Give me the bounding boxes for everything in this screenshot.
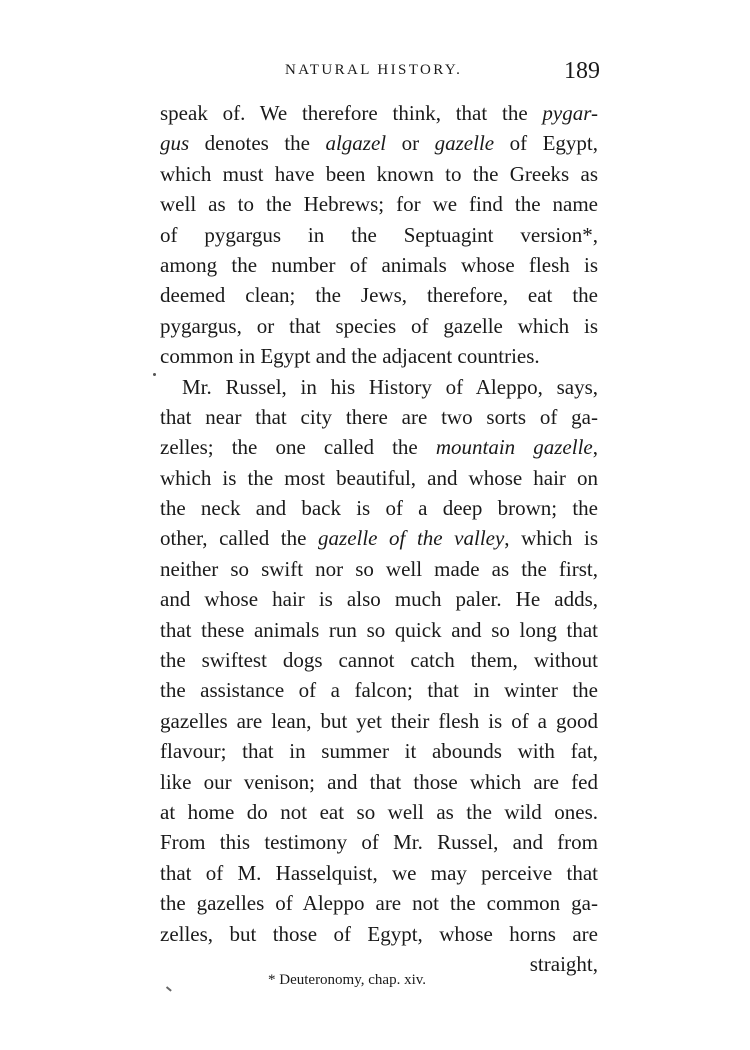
text-run: of pygargus in the Septuagint version*, [160, 222, 598, 247]
text-line [160, 189, 598, 219]
text-line [160, 372, 598, 402]
text-run: that of M. Hasselquist, we may perceive that [160, 860, 598, 885]
text-run: well as to the Hebrews; for we find the name [160, 192, 598, 217]
text-run: speak of. We therefore think, that the [160, 101, 543, 125]
text-run: the neck and back is of a deep brown; the [160, 496, 598, 521]
text-run: the gazelles of Aleppo are not the common ga- [160, 891, 598, 916]
text-run: at home do not eat so well as the wild ones. [160, 799, 598, 824]
text-run: denotes the [189, 131, 326, 156]
text-line [160, 402, 598, 432]
running-title: NATURAL HISTORY. [285, 62, 463, 78]
italic-text: gazelle [434, 131, 495, 156]
text-run: Mr. Russel, in his History of Aleppo, says, [182, 374, 598, 399]
stray-tick-mark [166, 986, 172, 991]
text-run: pygargus, or that species of gazelle which is [160, 313, 598, 338]
text-run: that near that city there are two sorts of ga- [160, 404, 598, 429]
text-run: which is the most beautiful, and whose hair on [160, 465, 598, 490]
text-run: straight, [529, 951, 598, 976]
text-run: other, called the [160, 526, 319, 551]
text-line [160, 493, 598, 523]
text-line [160, 736, 598, 766]
text-run: deemed clean; the Jews, therefore, eat the [160, 283, 598, 308]
body-text [160, 98, 598, 979]
text-run: among the number of animals whose flesh is [160, 252, 598, 277]
text-line [160, 767, 598, 797]
text-line [160, 919, 598, 949]
text-line [160, 463, 598, 493]
text-line [160, 706, 598, 736]
text-run: , which is [504, 526, 598, 551]
text-line [160, 827, 598, 857]
text-line [160, 280, 598, 310]
text-run: neither so swift nor so well made as the first, [160, 556, 598, 581]
text-line [160, 645, 598, 675]
italic-text: mountain gazelle [435, 435, 593, 460]
text-run: flavour; that in summer it abounds with fat, [160, 739, 598, 764]
text-run: of Egypt, [494, 131, 598, 156]
text-line [160, 584, 598, 614]
text-run: , [592, 435, 598, 460]
text-run: that these animals run so quick and so long that [160, 617, 598, 642]
text-line [160, 159, 598, 189]
text-line [160, 250, 598, 280]
text-run: the swiftest dogs cannot catch them, without [160, 648, 598, 673]
text-line [160, 311, 598, 341]
text-run: common in Egypt and the adjacent countries. [160, 344, 540, 369]
text-line [160, 220, 598, 250]
page-number: 189 [564, 58, 600, 84]
text-run: which must have been known to the Greeks as [160, 161, 598, 186]
text-run: zelles; the one called the [160, 435, 436, 460]
text-line [160, 523, 598, 553]
text-run: From this testimony of Mr. Russel, and from [160, 830, 598, 855]
footnote: * Deuteronomy, chap. xiv. [268, 972, 427, 988]
text-run: the assistance of a falcon; that in winter the [160, 678, 598, 703]
text-run: and whose hair is also much paler. He adds, [160, 587, 598, 612]
italic-text: algazel [325, 131, 387, 156]
text-line [160, 615, 598, 645]
text-line [160, 432, 598, 462]
text-line [160, 858, 598, 888]
text-run: or [386, 131, 435, 156]
italic-text: pygar- [542, 101, 598, 125]
italic-text: gus [160, 131, 190, 156]
text-line [160, 797, 598, 827]
text-line [160, 341, 598, 371]
text-line [160, 675, 598, 705]
text-run: zelles, but those of Egypt, whose horns are [160, 921, 598, 946]
italic-text: gazelle of the valley [318, 526, 505, 551]
text-line [160, 128, 598, 158]
stray-mark [153, 373, 156, 376]
text-line [160, 554, 598, 584]
text-line [160, 98, 598, 128]
text-run: like our venison; and that those which are fed [160, 769, 598, 794]
text-run: gazelles are lean, but yet their flesh is of a good [160, 708, 598, 733]
text-line [160, 888, 598, 918]
